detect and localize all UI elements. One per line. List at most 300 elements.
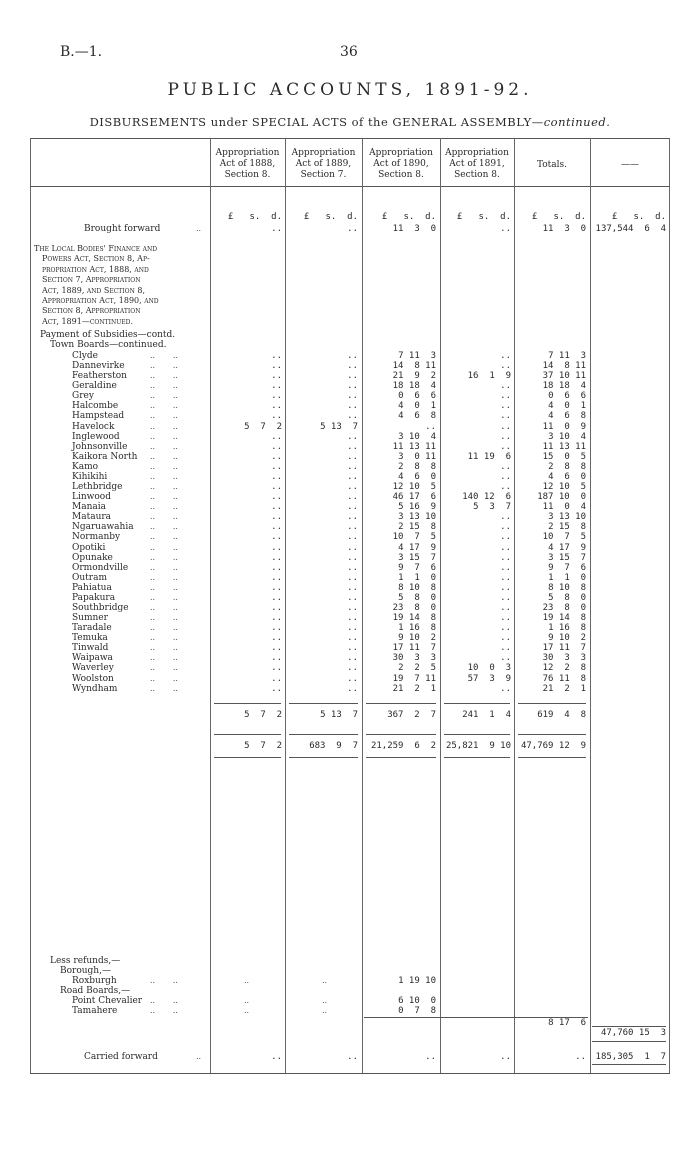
town-board-name: Geraldine bbox=[72, 381, 117, 392]
table-row-c4: .. bbox=[500, 552, 511, 563]
table-row-c2: .. bbox=[347, 461, 358, 472]
table-row-c1: .. bbox=[271, 371, 282, 382]
leader-dots: .. .. bbox=[150, 582, 178, 592]
table-row-c1: .. bbox=[271, 451, 282, 462]
refund-roxburgh-c3: 1 19 10 bbox=[398, 976, 436, 986]
table-row-c2: .. bbox=[347, 542, 358, 553]
table-row-c4: 10 0 3 bbox=[467, 663, 511, 674]
town-board-name: Papakura bbox=[72, 592, 116, 603]
table-row-tot: 2 8 8 bbox=[548, 461, 586, 472]
table-row-tot: 9 7 6 bbox=[548, 562, 586, 573]
table-row-tot: 12 10 5 bbox=[542, 482, 586, 493]
subtitle-continued: continued. bbox=[543, 115, 611, 129]
leader-dots: .. .. bbox=[150, 421, 178, 431]
table-row-c1: .. bbox=[271, 381, 282, 392]
table-row-tot: 37 10 11 bbox=[542, 371, 586, 382]
table-row-c1: .. bbox=[271, 482, 282, 493]
table-row-c4: .. bbox=[500, 633, 511, 644]
leader-dots: .. .. bbox=[150, 401, 178, 411]
table-row-tot: 1 1 0 bbox=[548, 572, 586, 583]
act-heading-line: propriation Act, 1888, and bbox=[42, 264, 149, 274]
table-row-c1: .. bbox=[271, 361, 282, 372]
table-row-c4: .. bbox=[500, 522, 511, 533]
table-row-c2: .. bbox=[347, 653, 358, 664]
brought-forward-label: Brought forward bbox=[84, 224, 161, 234]
brought-forward-c3: 11 3 0 bbox=[392, 224, 436, 234]
table-row-tot: 23 8 0 bbox=[542, 603, 586, 613]
leader-dots: .. .. bbox=[150, 461, 178, 471]
leader-dots: .. bbox=[244, 996, 250, 1005]
town-board-name: Wyndham bbox=[72, 683, 118, 694]
table-row-c2: .. bbox=[347, 673, 358, 684]
leader-dots: .. .. bbox=[150, 482, 178, 492]
refund-point-chevalier-c3: 6 10 0 bbox=[398, 996, 436, 1006]
leader-dots: .. .. bbox=[150, 996, 178, 1005]
act-heading-line: The Local Bodies' Finance and bbox=[34, 244, 158, 253]
table-row-c3: 10 7 5 bbox=[392, 532, 436, 543]
table-row-c3: 4 6 8 bbox=[398, 411, 436, 422]
leader-dots: .. .. bbox=[150, 512, 178, 522]
table-bottom-rule bbox=[30, 1073, 670, 1074]
leader-dots: .. .. bbox=[150, 603, 178, 612]
table-row-c2: .. bbox=[347, 582, 358, 593]
table-row-c3: 9 10 2 bbox=[398, 633, 436, 644]
town-board-name: Opotiki bbox=[72, 542, 106, 553]
table-row-c2: .. bbox=[347, 451, 358, 462]
table-row-c2: .. bbox=[347, 572, 358, 583]
total-bottom-rule bbox=[366, 757, 436, 758]
table-row-c2: .. bbox=[347, 663, 358, 674]
table-row-c4: .. bbox=[500, 592, 511, 603]
subtotal-rule bbox=[289, 703, 358, 704]
table-row-c1: .. bbox=[271, 522, 282, 533]
table-row-c3: 2 8 8 bbox=[398, 461, 436, 472]
leader-dots: .. .. bbox=[150, 411, 178, 421]
page-number: 36 bbox=[340, 44, 358, 60]
town-board-name: Featherston bbox=[72, 371, 127, 382]
table-row-c3: 30 3 3 bbox=[392, 653, 436, 664]
table-row-c3: 0 6 6 bbox=[398, 391, 436, 402]
table-row-c2: .. bbox=[347, 623, 358, 634]
town-board-name: Inglewood bbox=[72, 431, 120, 442]
total-tot: 47,769 12 9 bbox=[520, 741, 586, 751]
total-rule bbox=[289, 734, 358, 735]
table-row-tot: 4 17 9 bbox=[548, 542, 586, 553]
column-rule bbox=[362, 138, 363, 1073]
column-rule bbox=[590, 138, 591, 1073]
leader-dots: .. .. bbox=[150, 502, 178, 512]
table-row-c1: .. bbox=[271, 411, 282, 422]
table-row-c3: 3 0 11 bbox=[398, 451, 436, 462]
table-header-rule bbox=[30, 186, 670, 187]
table-row-c1: .. bbox=[271, 401, 282, 412]
table-row-c2: .. bbox=[347, 502, 358, 513]
table-row-c1: .. bbox=[271, 431, 282, 442]
table-row-c4: 140 12 6 bbox=[462, 492, 511, 503]
brought-forward-c1: .. bbox=[271, 224, 282, 234]
town-board-name: Havelock bbox=[72, 421, 115, 432]
table-row-tot: 4 6 8 bbox=[548, 411, 586, 422]
table-row-c4: .. bbox=[500, 653, 511, 664]
table-row-tot: 1 16 8 bbox=[548, 623, 586, 634]
leader-dots: .. .. bbox=[150, 643, 178, 653]
table-row-c1: .. bbox=[271, 673, 282, 684]
act-heading-line: Appropriation Act, 1890, and bbox=[42, 296, 159, 305]
table-row-c1: .. bbox=[271, 603, 282, 613]
table-row-c2: .. bbox=[347, 361, 358, 372]
grand-rule bbox=[592, 1026, 666, 1027]
table-row-c2: .. bbox=[347, 401, 358, 412]
leader-dots: .. .. bbox=[150, 471, 178, 481]
leader-dots: .. .. bbox=[150, 492, 178, 502]
leader-dots: .. .. bbox=[150, 633, 178, 643]
table-row-c1: .. bbox=[271, 471, 282, 482]
table-row-c3: 12 10 5 bbox=[392, 482, 436, 493]
leader-dots: .. .. bbox=[150, 613, 178, 623]
total-bottom-rule bbox=[214, 757, 281, 758]
table-row-c1: .. bbox=[271, 613, 282, 624]
table-row-c4: .. bbox=[500, 643, 511, 654]
table-row-c1: 5 7 2 bbox=[244, 421, 282, 432]
table-row-c2: .. bbox=[347, 532, 358, 543]
table-row-c2: .. bbox=[347, 562, 358, 573]
table-row-c2: .. bbox=[347, 441, 358, 452]
leader-dots: .. .. bbox=[150, 431, 178, 441]
table-row-c4: .. bbox=[500, 411, 511, 422]
table-row-c1: .. bbox=[271, 391, 282, 402]
total-bottom-rule bbox=[289, 757, 358, 758]
page-title: PUBLIC ACCOUNTS, 1891-92. bbox=[167, 80, 533, 100]
total-bottom-rule bbox=[518, 757, 586, 758]
table-row-c3: 5 8 0 bbox=[398, 592, 436, 603]
town-board-name: Waverley bbox=[72, 663, 114, 674]
road-boards-label: Road Boards,— bbox=[60, 986, 131, 996]
table-row-tot: 12 2 8 bbox=[542, 663, 586, 674]
table-row-tot: 2 15 8 bbox=[548, 522, 586, 533]
brought-forward-c4: .. bbox=[500, 224, 511, 234]
table-row-c1: .. bbox=[271, 623, 282, 634]
leader-dots: .. bbox=[244, 976, 250, 985]
currency-header: £ s. d. bbox=[227, 212, 282, 222]
refunds-label: Less refunds,— bbox=[50, 956, 121, 966]
table-row-c1: .. bbox=[271, 562, 282, 573]
town-board-name: Linwood bbox=[72, 492, 111, 503]
town-board-name: Woolston bbox=[72, 673, 114, 684]
leader-dots: .. .. bbox=[150, 381, 178, 391]
leader-dots: .. .. bbox=[150, 361, 178, 371]
table-row-tot: 4 6 0 bbox=[548, 471, 586, 482]
leader-dots: .. .. bbox=[150, 663, 178, 673]
town-boards-label: Town Boards—continued. bbox=[50, 340, 167, 350]
table-row-c3: 9 7 6 bbox=[398, 562, 436, 573]
refund-total-tot: 8 17 6 bbox=[548, 1018, 586, 1028]
total-c4: 25,821 9 10 bbox=[445, 741, 511, 751]
table-row-c4: .. bbox=[500, 572, 511, 583]
table-row-c3: 2 15 8 bbox=[398, 522, 436, 533]
table-row-c4: 16 1 9 bbox=[467, 371, 511, 382]
total-bottom-rule bbox=[444, 757, 510, 758]
table-row-c3: 4 0 1 bbox=[398, 401, 436, 412]
column-header: Appropriation Act of 1888, Section 8. bbox=[215, 148, 280, 180]
town-board-name: Clyde bbox=[72, 351, 98, 361]
leader-dots: .. .. bbox=[150, 623, 178, 633]
carried-forward-c3: .. bbox=[425, 1052, 436, 1062]
table-row-c2: .. bbox=[347, 371, 358, 382]
leader-dots: .. .. bbox=[150, 562, 178, 572]
subtotal-c3: 367 2 7 bbox=[387, 710, 436, 720]
table-row-tot: 21 2 1 bbox=[542, 683, 586, 694]
table-row-c4: .. bbox=[500, 532, 511, 543]
leader-dots: .. .. bbox=[150, 391, 178, 401]
table-row-tot: 3 10 4 bbox=[548, 431, 586, 442]
page-subtitle bbox=[0, 115, 700, 129]
table-row-tot: 76 11 8 bbox=[542, 673, 586, 684]
leader-dots: .. .. bbox=[150, 451, 178, 461]
table-row-c1: .. bbox=[271, 441, 282, 452]
table-row-c3: 5 16 9 bbox=[398, 502, 436, 513]
leader-dots: .. bbox=[244, 1006, 250, 1015]
carried-forward-c1: .. bbox=[271, 1052, 282, 1062]
town-board-name: Manaia bbox=[72, 502, 106, 513]
table-row-c2: .. bbox=[347, 683, 358, 694]
table-row-c2: 5 13 7 bbox=[320, 421, 358, 432]
table-row-c3: 4 6 0 bbox=[398, 471, 436, 482]
leader-dots: .. .. bbox=[150, 976, 178, 985]
leader-dots: .. .. bbox=[150, 351, 178, 360]
town-board-name: Lethbridge bbox=[72, 482, 123, 493]
town-board-name: Kamo bbox=[72, 461, 99, 472]
table-row-c1: .. bbox=[271, 502, 282, 513]
table-row-c4: .. bbox=[500, 603, 511, 613]
leader-dots: .. .. bbox=[150, 673, 178, 683]
leader-dots: .. bbox=[322, 1006, 328, 1015]
table-row-tot: 17 11 7 bbox=[542, 643, 586, 654]
leader-dots: .. .. bbox=[150, 522, 178, 532]
table-row-c3: 17 11 7 bbox=[392, 643, 436, 654]
town-board-name: Johnsonville bbox=[72, 441, 128, 452]
town-board-name: Normanby bbox=[72, 532, 121, 543]
table-row-c3: 1 1 0 bbox=[398, 572, 436, 583]
total-rule bbox=[444, 734, 510, 735]
column-header: —— bbox=[621, 160, 639, 170]
table-row-c1: .. bbox=[271, 351, 282, 361]
subtitle-main: DISBURSEMENTS under SPECIAL ACTS of the GENERAL ASSEMBLY— bbox=[89, 115, 544, 129]
carried-forward-label: Carried forward bbox=[84, 1052, 158, 1062]
total-c3: 21,259 6 2 bbox=[370, 741, 436, 751]
table-row-tot: 0 6 6 bbox=[548, 391, 586, 402]
leader-dots: .. .. bbox=[150, 653, 178, 663]
table-row-c3: 3 10 4 bbox=[398, 431, 436, 442]
act-heading-line: Act, 1889, and Section 8, bbox=[42, 285, 146, 295]
table-row-c1: .. bbox=[271, 492, 282, 503]
carried-forward-tot: .. bbox=[575, 1052, 586, 1062]
table-row-c1: .. bbox=[271, 643, 282, 654]
town-board-name: Hampstead bbox=[72, 411, 125, 422]
currency-header: £ s. d. bbox=[531, 212, 586, 222]
table-top-rule bbox=[30, 138, 670, 139]
table-row-c2: .. bbox=[347, 482, 358, 493]
leader-dots: .. .. bbox=[150, 592, 178, 602]
town-board-name: Sumner bbox=[72, 613, 108, 624]
total-c2: 683 9 7 bbox=[309, 741, 358, 751]
refund-tamahere-c3: 0 7 8 bbox=[398, 1006, 436, 1016]
page-ref: B.—1. bbox=[60, 44, 103, 60]
column-header: Appropriation Act of 1889, Section 7. bbox=[291, 148, 356, 180]
town-board-name: Ormondville bbox=[72, 562, 129, 573]
roxburgh-label: Roxburgh bbox=[72, 976, 117, 986]
table-row-tot: 14 8 11 bbox=[542, 361, 586, 372]
table-row-c1: .. bbox=[271, 532, 282, 543]
leader-dots: .. bbox=[322, 996, 328, 1005]
table-row-c4: .. bbox=[500, 421, 511, 432]
table-row-c4: .. bbox=[500, 683, 511, 694]
leader-dots: .. .. bbox=[150, 683, 178, 693]
brought-forward-grand: 137,544 6 4 bbox=[595, 224, 666, 234]
table-row-c4: .. bbox=[500, 361, 511, 372]
table-row-c2: .. bbox=[347, 592, 358, 603]
table-row-c2: .. bbox=[347, 613, 358, 624]
table-row-c3: 19 7 11 bbox=[392, 673, 436, 684]
subtotal-tot: 619 4 8 bbox=[537, 710, 586, 720]
table-row-c1: .. bbox=[271, 633, 282, 644]
carried-rule bbox=[592, 1064, 666, 1065]
table-row-c1: .. bbox=[271, 542, 282, 553]
leader-dots: .. .. bbox=[150, 441, 178, 451]
table-row-c2: .. bbox=[347, 643, 358, 654]
table-row-tot: 7 11 3 bbox=[548, 351, 586, 361]
table-row-c3: 23 8 0 bbox=[392, 603, 436, 613]
act-heading-line: Powers Act, Section 8, Ap- bbox=[42, 254, 150, 264]
leader-dots: .. bbox=[196, 1052, 202, 1061]
town-board-name: Kihikihi bbox=[72, 471, 108, 482]
currency-header: £ s. d. bbox=[381, 212, 436, 222]
table-row-c3: 4 17 9 bbox=[398, 542, 436, 553]
table-row-tot: 18 18 4 bbox=[542, 381, 586, 392]
table-row-tot: 3 13 10 bbox=[548, 512, 586, 523]
town-board-name: Taradale bbox=[72, 623, 112, 634]
table-row-c1: .. bbox=[271, 683, 282, 694]
currency-header: £ s. d. bbox=[303, 212, 358, 222]
table-row-c3: 21 2 1 bbox=[392, 683, 436, 694]
table-row-c4: .. bbox=[500, 512, 511, 523]
table-row-c4: .. bbox=[500, 542, 511, 553]
column-header: Appropriation Act of 1891, Section 8. bbox=[445, 148, 509, 180]
table-right-rule bbox=[669, 138, 670, 1073]
table-row-c3: 8 10 8 bbox=[398, 582, 436, 593]
town-board-name: Southbridge bbox=[72, 603, 129, 613]
table-row-c1: .. bbox=[271, 552, 282, 563]
table-row-c4: .. bbox=[500, 391, 511, 402]
subtotal-rule bbox=[444, 703, 510, 704]
table-row-c2: .. bbox=[347, 391, 358, 402]
table-row-c1: .. bbox=[271, 663, 282, 674]
table-row-tot: 19 14 8 bbox=[542, 613, 586, 624]
total-rule bbox=[214, 734, 281, 735]
leader-dots: .. .. bbox=[150, 532, 178, 542]
brought-forward-tot: 11 3 0 bbox=[542, 224, 586, 234]
table-row-c2: .. bbox=[347, 381, 358, 392]
table-row-c3: .. bbox=[425, 421, 436, 432]
table-row-c3: 14 8 11 bbox=[392, 361, 436, 372]
table-row-c4: 57 3 9 bbox=[467, 673, 511, 684]
table-row-c4: 11 19 6 bbox=[467, 451, 511, 462]
leader-dots: .. .. bbox=[150, 371, 178, 381]
grand-rule-2 bbox=[592, 1041, 666, 1042]
town-board-name: Temuka bbox=[72, 633, 108, 644]
subtotal-rule bbox=[214, 703, 281, 704]
table-row-c2: .. bbox=[347, 471, 358, 482]
table-row-c3: 21 9 2 bbox=[392, 371, 436, 382]
leader-dots: .. .. bbox=[150, 542, 178, 552]
table-row-c4: .. bbox=[500, 461, 511, 472]
total-c1: 5 7 2 bbox=[244, 741, 282, 751]
table-row-tot: 11 13 11 bbox=[542, 441, 586, 452]
table-row-c2: .. bbox=[347, 552, 358, 563]
table-row-c3: 3 15 7 bbox=[398, 552, 436, 563]
table-row-c2: .. bbox=[347, 351, 358, 361]
table-row-c1: .. bbox=[271, 653, 282, 664]
table-row-c4: 5 3 7 bbox=[473, 502, 511, 513]
table-row-c2: .. bbox=[347, 603, 358, 613]
carried-forward-c4: .. bbox=[500, 1052, 511, 1062]
table-row-c4: .. bbox=[500, 623, 511, 634]
table-row-c4: .. bbox=[500, 613, 511, 624]
table-row-c4: .. bbox=[500, 351, 511, 361]
table-row-c3: 18 18 4 bbox=[392, 381, 436, 392]
town-board-name: Halcombe bbox=[72, 401, 119, 412]
table-row-c4: .. bbox=[500, 431, 511, 442]
town-board-name: Opunake bbox=[72, 552, 113, 563]
table-row-tot: 9 10 2 bbox=[548, 633, 586, 644]
currency-header: £ s. d. bbox=[611, 212, 666, 222]
town-board-name: Dannevirke bbox=[72, 361, 125, 372]
table-row-c4: .. bbox=[500, 471, 511, 482]
subtotal-rule bbox=[518, 703, 586, 704]
leader-dots: .. bbox=[322, 976, 328, 985]
table-row-tot: 5 8 0 bbox=[548, 592, 586, 603]
table-row-c1: .. bbox=[271, 572, 282, 583]
table-row-tot: 10 7 5 bbox=[542, 532, 586, 543]
table-row-tot: 8 10 8 bbox=[548, 582, 586, 593]
table-row-c3: 46 17 6 bbox=[392, 492, 436, 503]
table-row-c4: .. bbox=[500, 482, 511, 493]
table-row-c3: 2 2 5 bbox=[398, 663, 436, 674]
carried-forward-c2: .. bbox=[347, 1052, 358, 1062]
total-rule bbox=[366, 734, 436, 735]
table-row-c1: .. bbox=[271, 582, 282, 593]
town-board-name: Ngaruawahia bbox=[72, 522, 134, 533]
table-row-c1: .. bbox=[271, 592, 282, 603]
leader-dots: .. .. bbox=[150, 572, 178, 582]
town-board-name: Pahiatua bbox=[72, 582, 112, 593]
table-row-c4: .. bbox=[500, 381, 511, 392]
town-board-name: Waipawa bbox=[72, 653, 113, 664]
table-row-c2: .. bbox=[347, 512, 358, 523]
subtotal-c1: 5 7 2 bbox=[244, 710, 282, 720]
column-header: Totals. bbox=[536, 160, 568, 170]
table-left-rule bbox=[30, 138, 31, 1073]
brought-forward-c2: .. bbox=[347, 224, 358, 234]
point-chevalier-label: Point Chevalier bbox=[72, 996, 143, 1006]
tamahere-label: Tamahere bbox=[72, 1006, 118, 1016]
carried-forward-grand: 185,305 1 7 bbox=[595, 1052, 666, 1062]
table-row-c2: .. bbox=[347, 431, 358, 442]
town-board-name: Tinwald bbox=[72, 643, 109, 654]
leader-dots: .. .. bbox=[150, 1006, 178, 1015]
table-row-c2: .. bbox=[347, 633, 358, 644]
leader-dots: .. bbox=[196, 224, 202, 233]
column-header: Appropriation Act of 1890, Section 8. bbox=[369, 148, 433, 180]
